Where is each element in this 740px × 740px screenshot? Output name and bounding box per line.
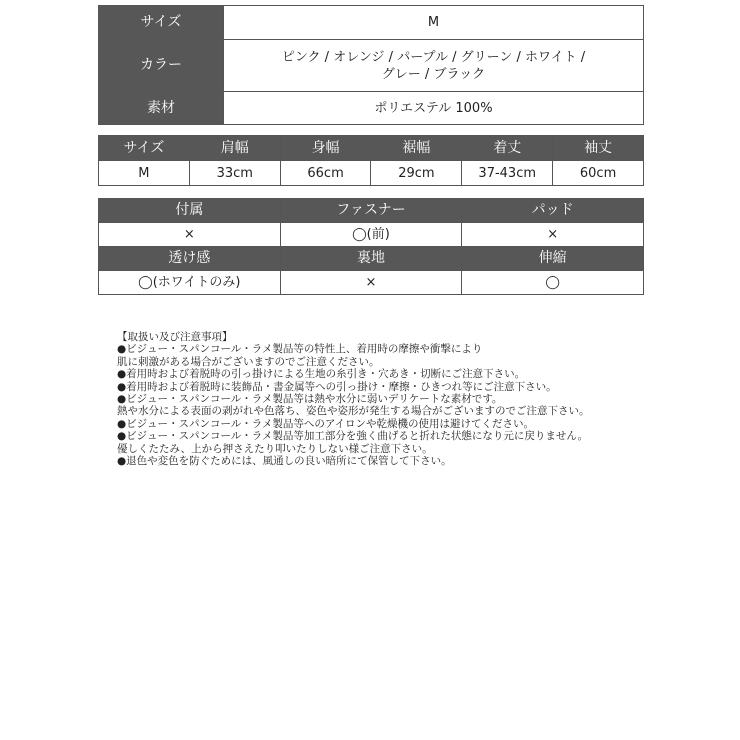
sleeve-cell: 60cm <box>553 161 644 186</box>
zipper-header: ファスナー <box>280 199 462 223</box>
sleeve-header: 袖丈 <box>553 136 644 161</box>
pad-header: パッド <box>462 199 644 223</box>
note-line: 熱や水分による表面の剥がれや色落ち、姿色や姿形が発生する場合がございますのでご注意下さい。 <box>117 405 590 418</box>
note-line: ●ビジュー・スパンコール・ラメ製品等加工部分を強く曲げると折れた状態になり元に戻りません。 <box>117 430 589 443</box>
material-value: ポリエステル 100% <box>224 92 644 125</box>
sheerness-value: ◯(ホワイトのみ) <box>99 271 281 295</box>
color-label: カラー <box>99 40 224 92</box>
length-header: 着丈 <box>462 136 553 161</box>
shoulder-header: 肩幅 <box>189 136 280 161</box>
note-line: ●ビジュー・スパンコール・ラメ製品等の特性上、着用時の摩擦や衝撃により <box>117 343 483 356</box>
hem-width-header: 裾幅 <box>371 136 462 161</box>
color-value-line1: ピンク / オレンジ / パープル / グリーン / ホワイト / <box>281 49 586 65</box>
sheerness-header: 透け感 <box>99 247 281 271</box>
zipper-value: ◯(前) <box>280 223 462 247</box>
shoulder-cell: 33cm <box>189 161 280 186</box>
features-table <box>98 198 644 295</box>
material-label: 素材 <box>99 92 224 125</box>
length-cell: 37-43cm <box>462 161 553 186</box>
size-header: サイズ <box>99 136 190 161</box>
accessories-header: 付属 <box>99 199 281 223</box>
note-line: ●ビジュー・スパンコール・ラメ製品等へのアイロンや乾燥機の使用は避けてください。 <box>117 417 534 430</box>
note-line: 優しくたたみ、上から押さえたり叩いたりしない様ご注意下さい。 <box>117 442 433 455</box>
note-line: ●着用時および着脱時の引っ掛けによる生地の糸引き・穴あき・切断にご注意下さい。 <box>117 368 526 381</box>
body-width-cell: 66cm <box>280 161 371 186</box>
notes-heading: 【取扱い及び注意事項】 <box>117 331 233 343</box>
table-row <box>99 223 644 247</box>
lining-header: 裏地 <box>280 247 462 271</box>
size-table-header-row <box>99 136 644 161</box>
size-value: M <box>224 6 644 40</box>
care-notes <box>117 331 637 467</box>
accessories-value: × <box>99 223 281 247</box>
hem-width-cell: 29cm <box>371 161 462 186</box>
note-line: 肌に刺激がある場合がございますのでご注意ください。 <box>117 355 380 368</box>
size-table <box>98 135 644 186</box>
note-line: ●ビジュー・スパンコール・ラメ製品等は熱や水分に弱いデリケートな素材です。 <box>117 393 503 406</box>
color-value <box>224 40 644 92</box>
note-line: ●着用時および着脱時に装飾品・書金属等への引っ掛け・摩擦・ひきつれ等にご注意下さい。 <box>117 380 557 393</box>
color-value-line2: グレー / ブラック <box>381 66 486 82</box>
table-row <box>99 161 644 186</box>
body-width-header: 身幅 <box>280 136 371 161</box>
product-info-table <box>98 5 644 125</box>
size-label: サイズ <box>99 6 224 40</box>
stretch-value: ◯ <box>462 271 644 295</box>
pad-value: × <box>462 223 644 247</box>
stretch-header: 伸縮 <box>462 247 644 271</box>
features-header-row-2 <box>99 247 644 271</box>
features-header-row-1 <box>99 199 644 223</box>
note-line: ●退色や変色を防ぐためには、風通しの良い暗所にて保管して下さい。 <box>117 455 452 468</box>
size-cell: M <box>99 161 190 186</box>
lining-value: × <box>280 271 462 295</box>
table-row <box>99 271 644 295</box>
